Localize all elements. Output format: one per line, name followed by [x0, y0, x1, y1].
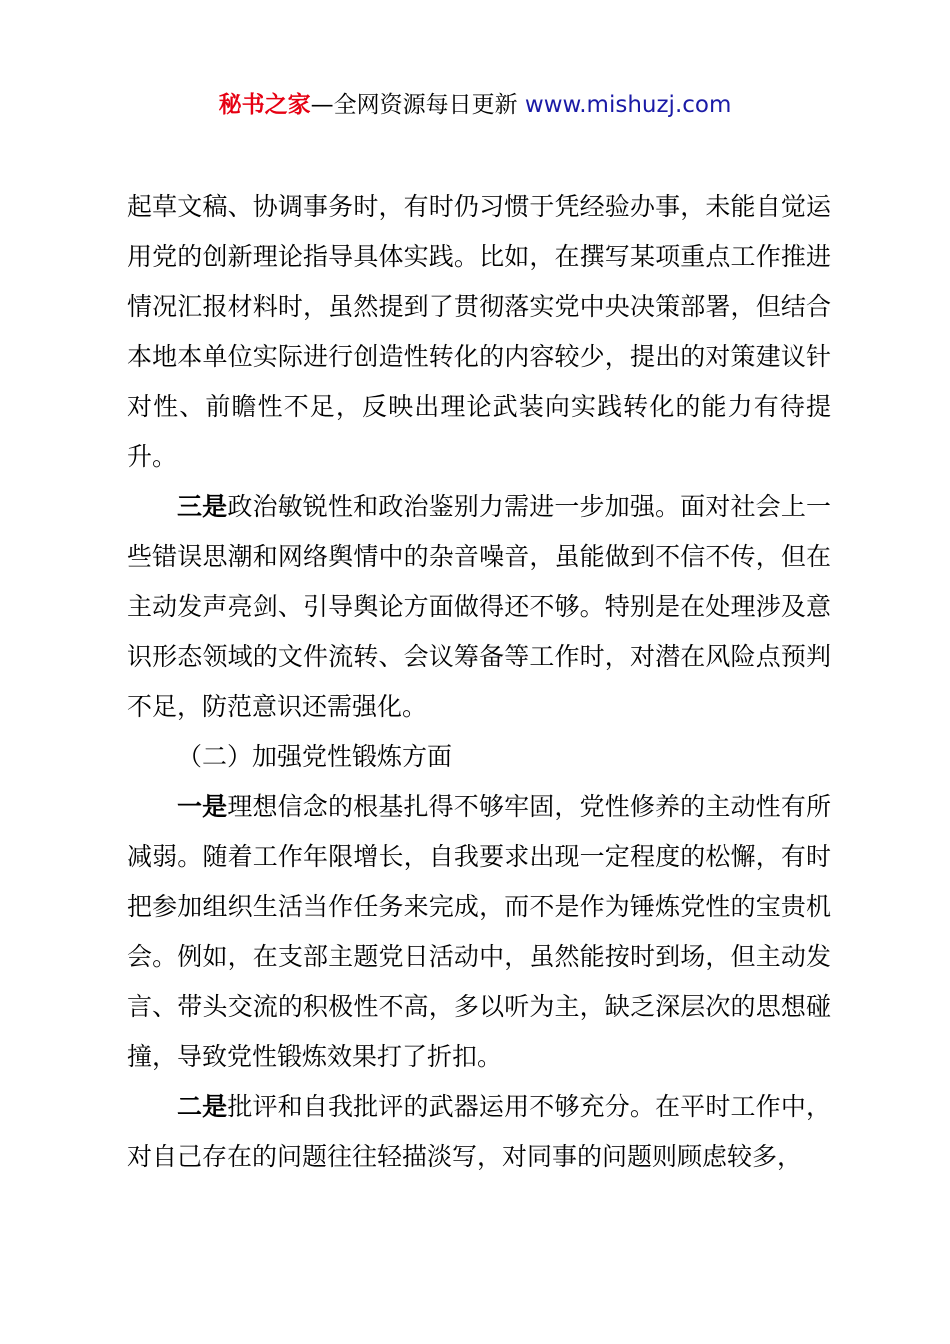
paragraph-point-one [127, 782, 831, 1082]
paragraph-lead: 三是 [177, 492, 228, 521]
paragraph-lead: 二是 [177, 1092, 228, 1121]
section-heading: （二）加强党性锻炼方面 [177, 742, 453, 771]
header-slogan: —全网资源每日更新 [310, 92, 525, 118]
paragraph-point-three [127, 482, 831, 732]
paragraph-lead: 一是 [177, 792, 228, 821]
paragraph-text: 政治敏锐性和政治鉴别力需进一步加强。面对社会上一些错误思潮和网络舆情中的杂音噪音，虽能做到不信不传，但在主动发声亮剑、引导舆论方面做得还不够。特别是在处理涉及意识形态领域的文件流转、会议筹备等工作时，对潜在风险点预判不足，防范意识还需强化。 [127, 492, 831, 721]
website-link[interactable]: www.mishuzj.com [524, 92, 732, 118]
brand-name: 秘书之家 [218, 92, 311, 118]
paragraph-text: 起草文稿、协调事务时，有时仍习惯于凭经验办事，未能自觉运用党的创新理论指导具体实践。比如，在撰写某项重点工作推进情况汇报材料时，虽然提到了贯彻落实党中央决策部署，但结合本地本单位实际进行创造性转化的内容较少，提出的对策建议针对性、前瞻性不足，反映出理论武装向实践转化的能力有待提升。 [127, 192, 831, 471]
page-header [0, 88, 950, 122]
paragraph-text: 批评和自我批评的武器运用不够充分。在平时工作中，对自己存在的问题往往轻描淡写，对同事的问题则顾虑较多， [127, 1092, 831, 1171]
document-body [127, 182, 831, 1182]
paragraph-continuation [127, 182, 831, 482]
paragraph-text: 理想信念的根基扎得不够牢固，党性修养的主动性有所减弱。随着工作年限增长，自我要求出现一定程度的松懈，有时把参加组织生活当作任务来完成，而不是作为锤炼党性的宝贵机会。例如，在支部主题党日活动中，虽然能按时到场，但主动发言、带头交流的积极性不高，多以听为主，缺乏深层次的思想碰撞，导致党性锻炼效果打了折扣。 [127, 792, 831, 1071]
paragraph-point-two [127, 1082, 831, 1182]
